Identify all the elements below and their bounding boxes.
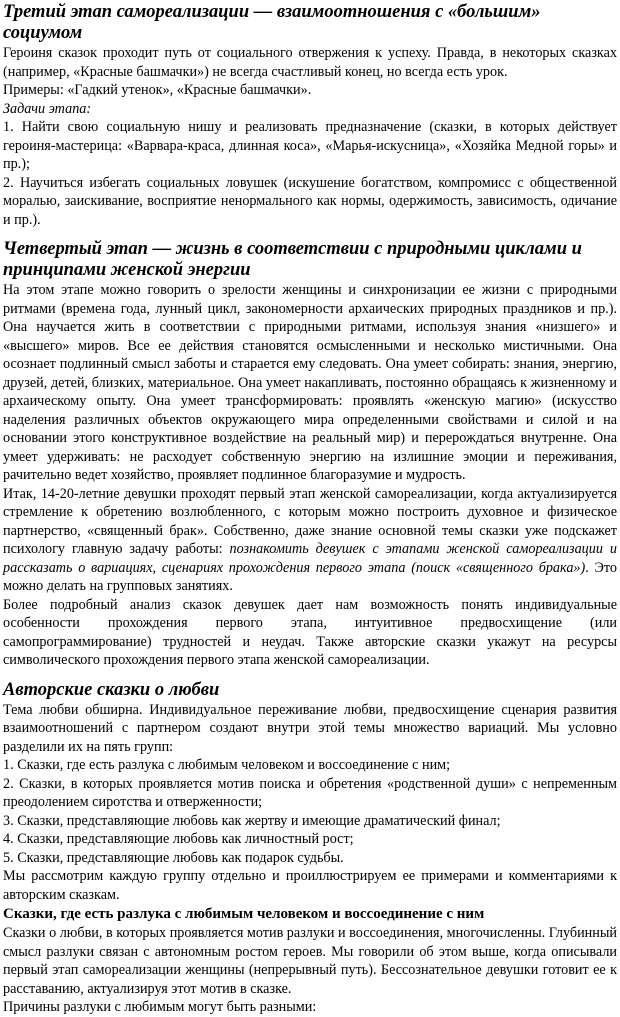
italic-emphasis: познакомить девушек с этапами женской самореализации и рассказать о вариациях, сценариях прохождения первого этапа (поиск «священного брака») bbox=[3, 541, 617, 576]
paragraph: Более подробный анализ сказок девушек дает нам возможность понять индивидуальные особенности прохождения первого этапа, интуитивное предвосхищение (или самопрограммирование) трудностей и неудач. Также авторские сказки укажут на ресурсы символического прохождения первого этапа женской самореализации. bbox=[3, 596, 617, 668]
task-item-2: 2. Научиться избегать социальных ловушек (искушение богатством, компромисс с общественной моралью, заискивание, восприятие ненормального как нормы, одержимость, зависимость, одичание и пр.). bbox=[3, 174, 617, 228]
list-item: 2. Сказки, в которых проявляется мотив поиска и обретения «родственной души» с непременным преодолением сиротства и отверженности; bbox=[3, 775, 617, 810]
paragraph: Причины разлуки с любимым могут быть разными: bbox=[3, 999, 317, 1015]
section-heading-third-stage: Третий этап самореализации — взаимоотношения с «большим» социумом bbox=[3, 2, 541, 43]
subheading-separation-tales: Сказки, где есть разлука с любимым человеком и воссоединение с ним bbox=[3, 906, 485, 922]
section-heading-love-tales: Авторские сказки о любви bbox=[3, 679, 220, 700]
list-item: 1. Сказки, где есть разлука с любимым человеком и воссоединение с ним; bbox=[3, 757, 451, 773]
examples-line: Примеры: «Гадкий утенок», «Красные башмачки». bbox=[3, 82, 312, 98]
tasks-label: Задачи этапа: bbox=[3, 100, 92, 117]
text-run: Итак, 14-20-летние девушки проходят первый этап женской самореализации, когда актуализируется стремление к обретению возлюбленного, с которым можно построить духовное и физическое партнерство, «священный брак». Собственно, даже знание основной темы сказки уже подскажет психологу главную задачу работы: bbox=[3, 485, 617, 557]
paragraph-summary bbox=[3, 485, 617, 596]
paragraph: Героиня сказок проходит путь от социального отвержения к успеху. Правда, в некоторых сказках (например, «Красные башмачки») не всегда счастливый конец, но всегда есть урок. bbox=[3, 45, 617, 80]
section-heading-fourth-stage: Четвертый этап — жизнь в соответствии с природными циклами и принципами женской энергии bbox=[3, 239, 582, 280]
text-run: . Это можно делать на групповых занятиях. bbox=[3, 559, 617, 594]
paragraph: Тема любви обширна. Индивидуальное переживание любви, предвосхищение сценария развития взаимоотношений с партнером создают внутри этой темы множество вариаций. Мы условно разделили их на пять групп: bbox=[3, 701, 617, 755]
list-item: 3. Сказки, представляющие любовь как жертву и имеющие драматический финал; bbox=[3, 812, 501, 829]
list-item: 4. Сказки, представляющие любовь как личностный рост; bbox=[3, 831, 354, 847]
task-item-1: 1. Найти свою социальную нишу и реализовать предназначение (сказки, в которых действует героиня-мастерица: «Варвара-краса, длинная коса», «Марья-искусница», «Хозяйка Медной горы» и пр.); bbox=[3, 119, 617, 172]
paragraph: Сказки о любви, в которых проявляется мотив разлуки и воссоединения, многочисленны. Глубинный смысл разлуки связан с автономным ростом героев. Мы говорили об этом выше, когда описывали первый этап самореализации женщины (непрерывный путь). Бессознательное девушки готовит ее к расставанию, актуализируя этот мотив в сказке. bbox=[3, 925, 617, 997]
paragraph: Мы рассмотрим каждую группу отдельно и проиллюстрируем ее примерами и комментариями к авторским сказкам. bbox=[3, 868, 617, 903]
list-item: 5. Сказки, представляющие любовь как подарок судьбы. bbox=[3, 849, 344, 866]
paragraph: На этом этапе можно говорить о зрелости женщины и синхронизации ее жизни с природными ритмами (времена года, лунный цикл, закономерности архаических природных праздников и пр.). Она научается жить в соответствии с природными ритмами, используя знания «низшего» и «высшего» миров. Все ее действия становятся осмысленными и несколько мистичными. Она осознает подлинный смысл заботы и старается ему следовать. Она умеет собирать: знания, энергию, друзей, детей, близких, материальное. Она умеет накапливать, постоянно обращаясь к жизненному и архаическому опыту. Она умеет трансформировать: проявлять «женскую магию» (искусство наделения различных объектов окружающего мира определенными свойствами и силой и на основании этого конструктивное воздействие на реальный мир) и перерождаться внутренне. Она умеет удерживать: не расходует собственную энергию на излишние эмоции и переживания, рачительно ведет хозяйство, проявляет подлинное благоразумие и мудрость. bbox=[3, 282, 617, 483]
